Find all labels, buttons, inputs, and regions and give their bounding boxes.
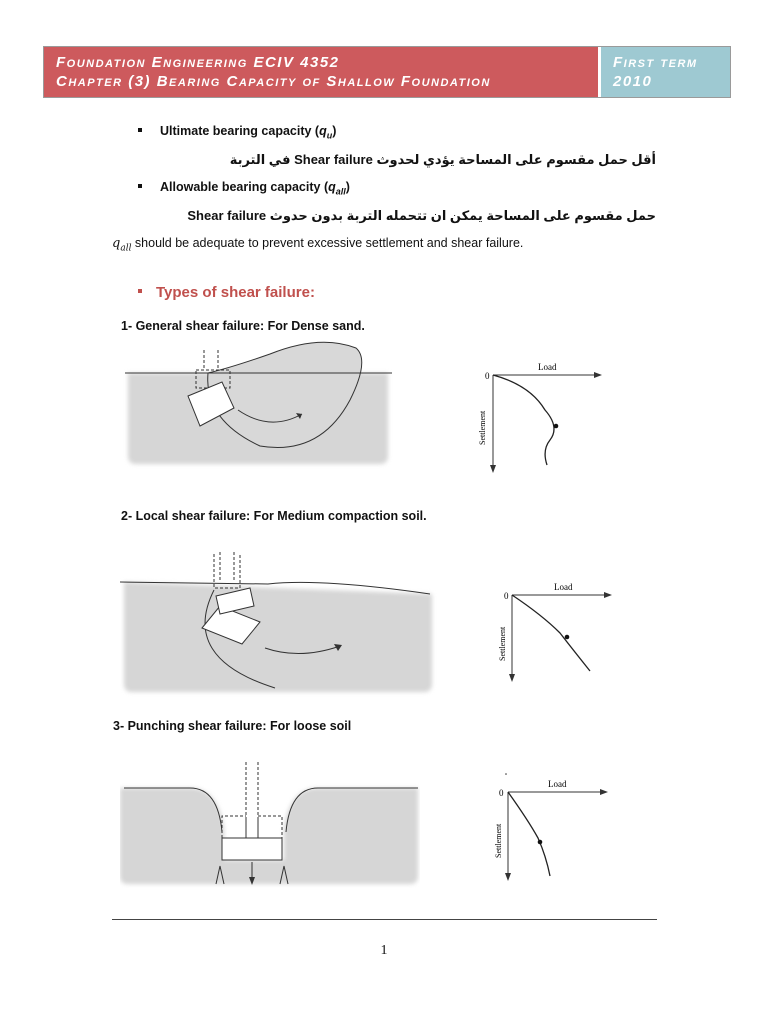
stray-dot xyxy=(505,773,507,775)
punching-shear-label: 3- Punching shear failure: For loose soil xyxy=(113,719,352,733)
load-settlement-curve xyxy=(508,792,550,876)
footing-dashed xyxy=(246,762,258,818)
footing-dashed xyxy=(220,552,234,582)
header-term-block xyxy=(601,47,730,97)
qall-paragraph xyxy=(112,236,523,254)
load-settlement-curve xyxy=(512,595,590,671)
soil-mass xyxy=(120,788,418,884)
load-label: Load xyxy=(538,362,557,372)
qall-symbol: q xyxy=(112,236,121,251)
ultimate-bearing-bullet xyxy=(138,124,336,141)
origin-label: 0 xyxy=(499,788,504,798)
ultimate-close: ) xyxy=(332,124,337,138)
punching-shear-diagram xyxy=(120,758,420,888)
punching-load-settlement-graph xyxy=(488,770,618,885)
settlement-arrow-icon xyxy=(505,873,511,881)
origin-label: 0 xyxy=(485,371,490,381)
allowable-bearing-bullet xyxy=(138,180,350,197)
bullet-square-icon xyxy=(138,128,142,132)
column-stub xyxy=(246,818,258,838)
general-load-settlement-graph xyxy=(470,355,610,480)
failure-point xyxy=(538,840,543,845)
load-settlement-curve xyxy=(493,375,554,465)
origin-label: 0 xyxy=(504,591,509,601)
types-title: Types of shear failure: xyxy=(156,284,315,301)
load-label: Load xyxy=(548,779,567,789)
failure-point xyxy=(554,424,559,429)
page-header xyxy=(43,46,731,98)
settlement-arrow-icon xyxy=(490,465,496,473)
header-chapter-title: Chapter (3) Bearing Capacity of Shallow Foundation xyxy=(56,73,491,90)
load-arrow-icon xyxy=(604,592,612,598)
local-shear-diagram xyxy=(120,548,440,698)
header-term: First term xyxy=(613,54,698,71)
failure-point xyxy=(565,635,570,640)
general-shear-diagram xyxy=(120,340,400,470)
settlement-label: Settlement xyxy=(478,410,487,445)
header-year: 2010 xyxy=(613,73,653,90)
ultimate-arabic-definition: أقل حمل مقسوم على المساحة يؤدي لحدوث Shear failure في التربة xyxy=(229,152,656,167)
local-load-settlement-graph xyxy=(492,575,622,685)
load-arrow-icon xyxy=(600,789,608,795)
footing-dashed xyxy=(204,350,218,370)
settlement-arrow-icon xyxy=(509,674,515,682)
ultimate-symbol: q xyxy=(319,124,327,138)
load-label: Load xyxy=(554,582,573,592)
allowable-close: ) xyxy=(345,180,350,194)
ultimate-label: Ultimate bearing capacity ( xyxy=(160,124,320,138)
bullet-square-icon xyxy=(138,184,142,188)
footing-outline xyxy=(222,816,282,838)
punched-footing xyxy=(222,838,282,860)
load-arrow-icon xyxy=(594,372,602,378)
local-shear-label: 2- Local shear failure: For Medium compaction soil. xyxy=(121,509,427,523)
page-number: 1 xyxy=(380,943,388,958)
ultimate-subscript: u xyxy=(326,130,333,141)
header-course-block xyxy=(44,47,601,97)
bullet-square-icon xyxy=(138,289,142,293)
header-course-title: Foundation Engineering ECIV 4352 xyxy=(56,54,340,71)
qall-text: should be adequate to prevent excessive settlement and shear failure. xyxy=(131,236,524,250)
settlement-label: Settlement xyxy=(494,823,503,858)
allowable-label: Allowable bearing capacity ( xyxy=(160,180,329,194)
allowable-arabic-definition: حمل مقسوم على المساحة يمكن ان تتحمله التربة بدون حدوث Shear failure xyxy=(187,208,656,223)
qall-subscript: all xyxy=(120,243,132,254)
soil-mass xyxy=(124,582,432,692)
allowable-subscript: all xyxy=(335,186,346,197)
general-shear-label: 1- General shear failure: For Dense sand. xyxy=(121,319,365,333)
allowable-symbol: q xyxy=(328,180,336,194)
footer-rule xyxy=(112,919,657,920)
types-heading xyxy=(138,284,315,301)
settlement-label: Settlement xyxy=(498,626,507,661)
